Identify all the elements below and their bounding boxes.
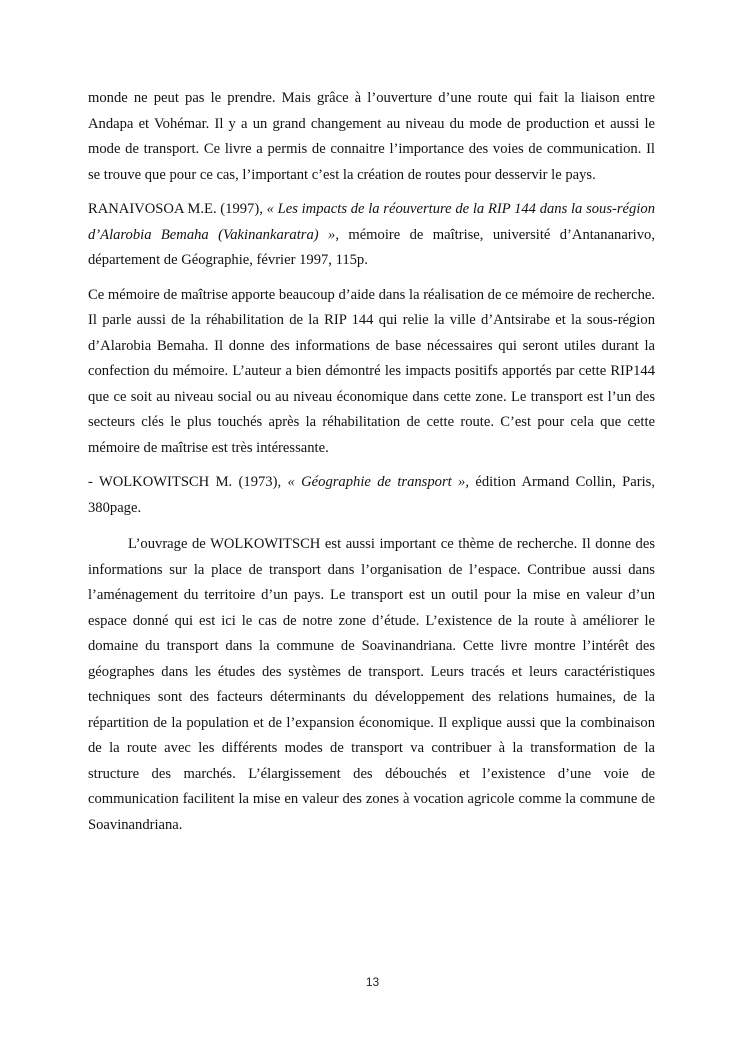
paragraph-andapa-vohemar: monde ne peut pas le prendre. Mais grâce à l’ouverture d’une route qui fait la liaison entre Andapa et Vohémar. Il y a un grand changement au niveau du mode de production et aussi le mode de transport. Ce livre a permis de connaitre l’importance des voies de communication. Il se trouve que pour ce cas, l’important c’est la création de routes pour desservir le pays. — [88, 90, 655, 183]
page-number: 13 — [365, 975, 380, 989]
reference-author: - WOLKOWITSCH M. (1973), — [88, 474, 288, 490]
paragraph-memoire-maitrise: Ce mémoire de maîtrise apporte beaucoup d’aide dans la réalisation de ce mémoire de recherche. Il parle aussi de la réhabilitation de la RIP 144 qui relie la ville d’Antsirabe et la sous-région d’Alarobia Bemaha. Il donne des informations de base nécessaires qui seront utiles durant la confection du mémoire. L’auteur a bien démontré les impacts positifs apportés par cette RIP144 que ce soit au niveau social ou au niveau économique dans cette zone. Le transport est l’un des secteurs clés le plus touchés après la réhabilitation de cette route. C’est pour cela que cette mémoire de maîtrise est très intéressante. — [88, 286, 655, 456]
reference-ranaivosoa — [88, 197, 655, 274]
reference-title: « Les impacts de la réouverture de la RIP 144 dans la sous-région d’Alarobia Bemaha (Vakinankaratra) » — [88, 201, 655, 243]
reference-title: « Géographie de transport », — [287, 474, 470, 490]
reference-author: RANAIVOSOA M.E. (1997), — [88, 201, 267, 217]
reference-details: , mémoire de maîtrise, université d’Antananarivo, département de Géographie, février 1997, 115p. — [88, 226, 655, 268]
document-body — [88, 86, 655, 849]
reference-details: édition Armand Collin, Paris, 380page. — [88, 474, 655, 516]
reference-wolkowitsch — [88, 470, 655, 521]
paragraph-ouvrage-wolkowitsch: L’ouvrage de WOLKOWITSCH est aussi important ce thème de recherche. Il donne des informations sur la place de transport dans l’organisation de l’espace. Contribue aussi dans l’aménagement du territoire d’un pays. Le transport est un outil pour la mise en valeur d’un espace donné qui est ici le cas de notre zone d’étude. L’existence de la route à améliorer le domaine du transport dans la commune de Soavinandriana. Cette livre montre l’intérêt des géographes dans les études des systèmes de transport. Leurs tracés et leurs caractéristiques techniques sont des facteurs déterminants du développement des relations humaines, de la répartition de la population et de l’expansion économique. Il explique aussi que la combinaison de la route avec les différents modes de transport va contribuer à la transformation de la structure des marchés. L’élargissement des débouchés et l’existence d’une voie de communication facilitent la mise en valeur des zones à vocation agricole comme la commune de Soavinandriana. — [88, 536, 655, 833]
